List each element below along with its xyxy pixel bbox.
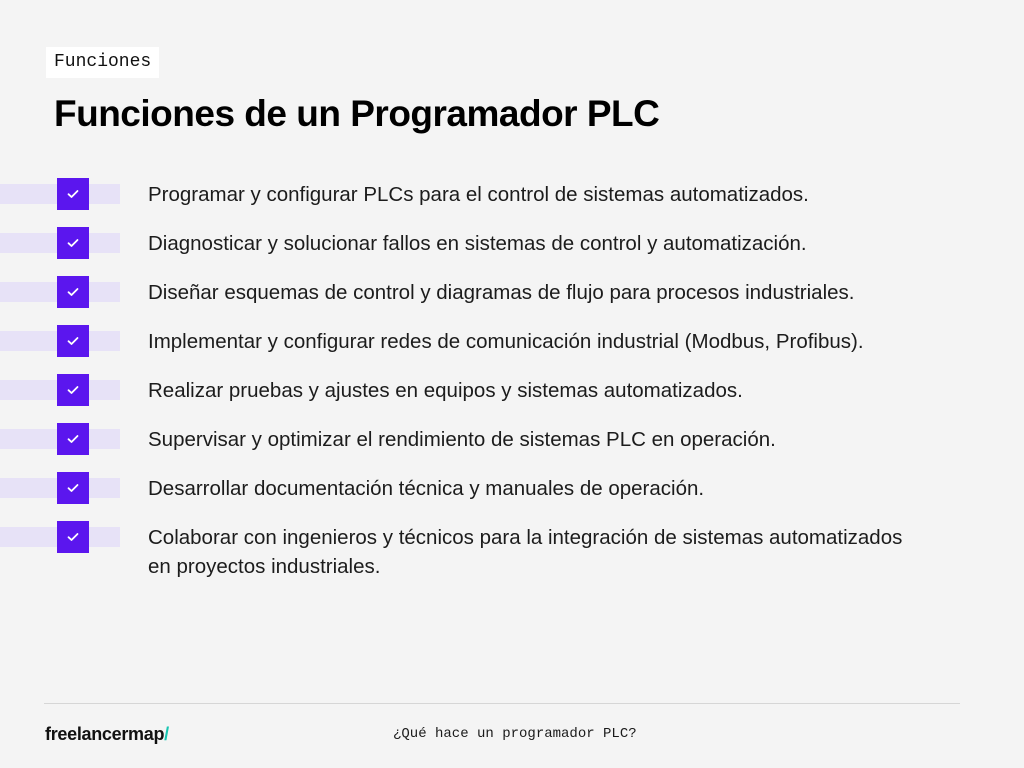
footer-caption: ¿Qué hace un programador PLC? [393, 726, 637, 742]
list-item-text: Diagnosticar y solucionar fallos en sistemas de control y automatización. [148, 232, 807, 255]
list-item-text: Desarrollar documentación técnica y manuales de operación. [148, 477, 705, 500]
list-item-text: Implementar y configurar redes de comunicación industrial (Modbus, Profibus). [148, 330, 864, 353]
check-icon [57, 325, 89, 357]
check-icon [57, 521, 89, 553]
page-title: Funciones de un Programador PLC [54, 93, 660, 134]
list-item-text: Colaborar con ingenieros y técnicos para la integración de sistemas automatizados en proyectos industriales. [148, 526, 903, 578]
list-item [0, 417, 1024, 466]
check-icon [57, 178, 89, 210]
list-item [0, 515, 1024, 587]
section-tag: Funciones [46, 47, 159, 78]
list-item [0, 319, 1024, 368]
check-icon [57, 227, 89, 259]
check-icon [57, 374, 89, 406]
check-icon [57, 276, 89, 308]
list-item [0, 368, 1024, 417]
list-item-text: Realizar pruebas y ajustes en equipos y sistemas automatizados. [148, 379, 743, 402]
check-icon [57, 472, 89, 504]
list-item [0, 172, 1024, 221]
list-item-text: Supervisar y optimizar el rendimiento de sistemas PLC en operación. [148, 428, 776, 451]
list-item [0, 221, 1024, 270]
functions-list [0, 172, 1024, 587]
list-item [0, 466, 1024, 515]
logo-text: freelancermap [45, 724, 165, 744]
freelancermap-logo [45, 721, 169, 747]
check-icon [57, 423, 89, 455]
list-item-text: Diseñar esquemas de control y diagramas de flujo para procesos industriales. [148, 281, 855, 304]
logo-slash: / [164, 724, 169, 744]
list-item [0, 270, 1024, 319]
footer-divider [44, 703, 960, 704]
list-item-text: Programar y configurar PLCs para el control de sistemas automatizados. [148, 183, 809, 206]
